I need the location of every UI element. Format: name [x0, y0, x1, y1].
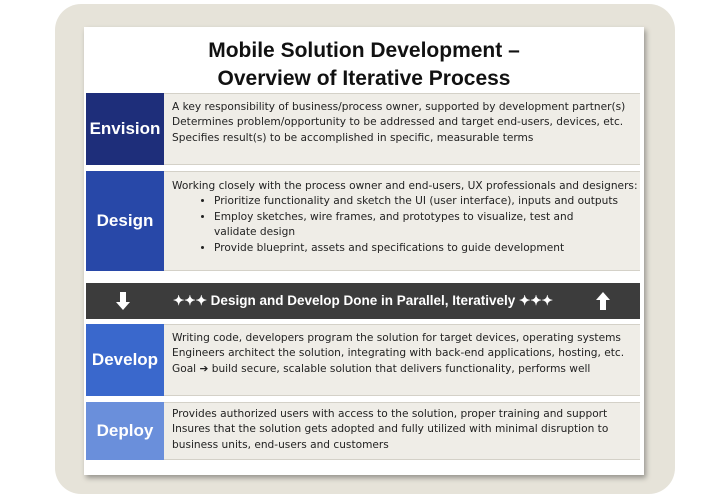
stage-content-envision — [164, 93, 640, 165]
stage-develop — [86, 324, 640, 396]
deploy-line: business units, end-users and customers — [172, 438, 389, 451]
title-line-2: Overview of Iterative Process — [217, 67, 511, 90]
stage-label-envision: Envision — [86, 93, 164, 165]
stage-content-deploy — [164, 402, 640, 460]
design-bullet: • Prioritize functionality and sketch the UI (user interface), inputs and outputs — [214, 194, 632, 209]
envision-line: Determines problem/opportunity to be addressed and target end-users, devices, etc. — [172, 116, 624, 129]
deploy-line: Insures that the solution gets adopted and fully utilized with minimal disruption to — [172, 423, 609, 436]
stage-deploy — [86, 402, 640, 460]
deploy-line: Provides authorized users with access to the solution, proper training and support — [172, 408, 608, 420]
envision-line: A key responsibility of business/process owner, supported by development partner(s) — [172, 101, 626, 113]
develop-line: Engineers architect the solution, integrating with back-end applications, hosting, etc. — [172, 347, 625, 360]
envision-line: Specifies result(s) to be accomplished in specific, measurable terms — [172, 131, 534, 144]
diagram-title — [84, 37, 644, 93]
banner-text: ✦✦✦ Design and Develop Done in Parallel, Iteratively ✦✦✦ — [173, 293, 553, 308]
stage-envision — [86, 93, 640, 165]
design-bullet: • Employ sketches, wire frames, and prototypes to visualize, test and validate design — [214, 210, 632, 241]
stage-content-develop — [164, 324, 640, 396]
diagram-card — [84, 27, 644, 475]
develop-line: Writing code, developers program the solution for target devices, operating systems — [172, 332, 621, 344]
stage-label-design: Design — [86, 171, 164, 271]
stage-label-develop: Develop — [86, 324, 164, 396]
title-line-1: Mobile Solution Development – — [208, 39, 520, 62]
design-intro: Working closely with the process owner and end-users, UX professionals and designers: — [172, 180, 638, 192]
parallel-banner — [86, 283, 640, 319]
stage-content-design — [164, 171, 640, 271]
up-arrow-icon — [596, 283, 610, 319]
develop-line: Goal ➔ build secure, scalable solution that delivers functionality, performs well — [172, 362, 591, 375]
design-bullet: • Provide blueprint, assets and specifications to guide development — [214, 241, 632, 256]
design-bullet-list — [172, 194, 632, 256]
stage-design — [86, 171, 640, 271]
stage-label-deploy: Deploy — [86, 402, 164, 460]
